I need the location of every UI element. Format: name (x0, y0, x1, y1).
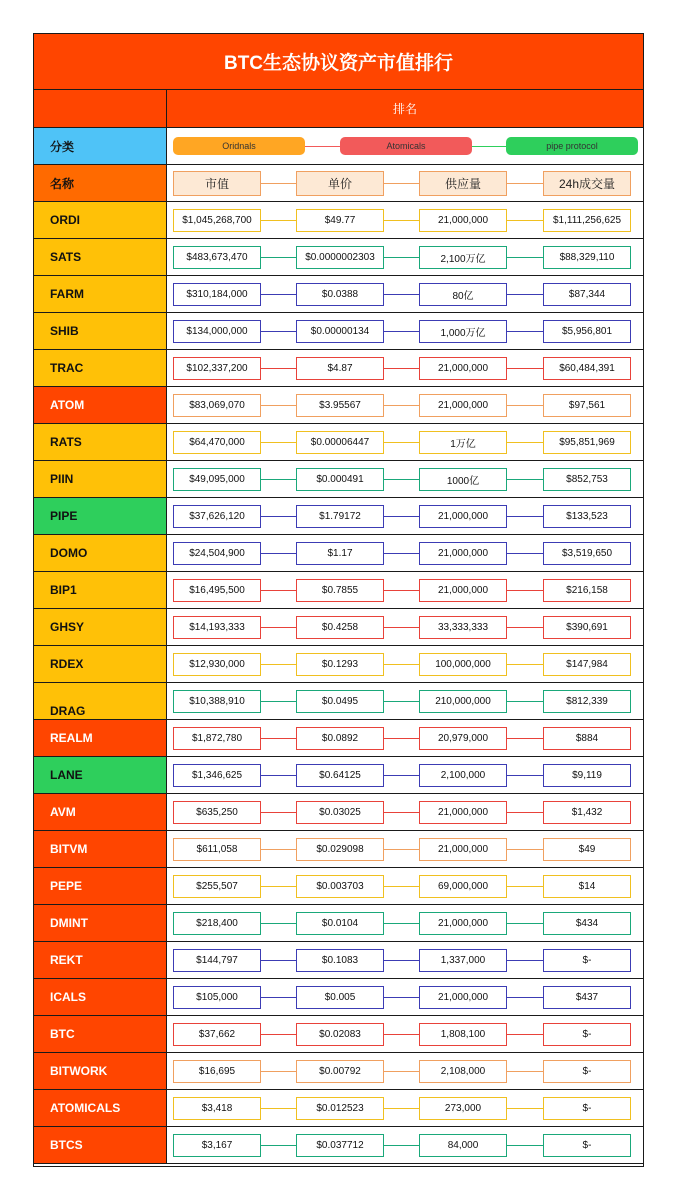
volume-24h-cell: $49 (543, 838, 631, 861)
market-cap-cell: $37,662 (173, 1023, 261, 1046)
row-connector (507, 738, 543, 739)
row-connector (261, 220, 296, 221)
supply-cell: 1,337,000 (419, 949, 507, 972)
row-connector (384, 1108, 419, 1109)
volume-24h-cell: $- (543, 1060, 631, 1083)
unit-price-cell: $0.029098 (296, 838, 384, 861)
row-label-sats: SATS (34, 239, 167, 276)
market-cap-cell: $37,626,120 (173, 505, 261, 528)
column-header: 单价 (296, 171, 384, 196)
row-label-btcs: BTCS (34, 1127, 167, 1164)
row-connector (384, 701, 419, 702)
unit-price-cell: $3.95567 (296, 394, 384, 417)
volume-24h-cell: $884 (543, 727, 631, 750)
supply-cell: 100,000,000 (419, 653, 507, 676)
row-label-avm: AVM (34, 794, 167, 831)
row-connector (507, 220, 543, 221)
row-connector (261, 442, 296, 443)
column-header: 供应量 (419, 171, 507, 196)
supply-cell: 210,000,000 (419, 690, 507, 713)
supply-cell: 80亿 (419, 283, 507, 306)
market-cap-cell: $218,400 (173, 912, 261, 935)
column-header-connector (507, 183, 543, 184)
unit-price-cell: $0.00792 (296, 1060, 384, 1083)
row-connector (507, 775, 543, 776)
market-cap-cell: $1,045,268,700 (173, 209, 261, 232)
unit-price-cell: $0.00006447 (296, 431, 384, 454)
page-title: BTC生态协议资产市值排行 (34, 34, 643, 90)
unit-price-cell: $0.03025 (296, 801, 384, 824)
volume-24h-cell: $- (543, 949, 631, 972)
row-label-icals: ICALS (34, 979, 167, 1016)
row-connector (261, 405, 296, 406)
unit-price-cell: $0.0388 (296, 283, 384, 306)
supply-cell: 33,333,333 (419, 616, 507, 639)
name-label: 名称 (34, 165, 167, 202)
row-connector (507, 590, 543, 591)
row-connector (507, 516, 543, 517)
row-connector (261, 775, 296, 776)
unit-price-cell: $49.77 (296, 209, 384, 232)
supply-cell: 21,000,000 (419, 801, 507, 824)
row-connector (507, 701, 543, 702)
row-connector (384, 738, 419, 739)
unit-price-cell: $0.012523 (296, 1097, 384, 1120)
market-cap-cell: $134,000,000 (173, 320, 261, 343)
row-connector (261, 294, 296, 295)
row-connector (261, 590, 296, 591)
volume-24h-cell: $216,158 (543, 579, 631, 602)
category-connector (472, 146, 506, 147)
market-cap-cell: $144,797 (173, 949, 261, 972)
supply-cell: 1000亿 (419, 468, 507, 491)
row-label-trac: TRAC (34, 350, 167, 387)
volume-24h-cell: $434 (543, 912, 631, 935)
row-label-shib: SHIB (34, 313, 167, 350)
row-label-realm: REALM (34, 720, 167, 757)
row-connector (384, 997, 419, 998)
row-connector (507, 257, 543, 258)
row-connector (261, 1034, 296, 1035)
market-cap-cell: $83,069,070 (173, 394, 261, 417)
row-connector (261, 738, 296, 739)
row-connector (261, 997, 296, 998)
row-connector (507, 849, 543, 850)
column-header: 市值 (173, 171, 261, 196)
row-connector (507, 294, 543, 295)
supply-cell: 21,000,000 (419, 579, 507, 602)
volume-24h-cell: $852,753 (543, 468, 631, 491)
unit-price-cell: $0.02083 (296, 1023, 384, 1046)
row-connector (507, 923, 543, 924)
row-label-drag: DRAG (34, 683, 167, 720)
row-label-pepe: PEPE (34, 868, 167, 905)
row-connector (261, 812, 296, 813)
market-cap-cell: $105,000 (173, 986, 261, 1009)
row-label-bip1: BIP1 (34, 572, 167, 609)
category-pill-atomicals: Atomicals (340, 137, 472, 155)
row-connector (384, 1071, 419, 1072)
row-connector (507, 331, 543, 332)
header-corner (34, 90, 167, 128)
row-label-rekt: REKT (34, 942, 167, 979)
row-connector (261, 849, 296, 850)
row-connector (507, 405, 543, 406)
supply-cell: 1万亿 (419, 431, 507, 454)
unit-price-cell: $0.037712 (296, 1134, 384, 1157)
unit-price-cell: $0.0104 (296, 912, 384, 935)
row-connector (507, 627, 543, 628)
row-label-piin: PIIN (34, 461, 167, 498)
market-cap-cell: $611,058 (173, 838, 261, 861)
row-connector (384, 960, 419, 961)
market-cap-cell: $3,418 (173, 1097, 261, 1120)
row-connector (384, 220, 419, 221)
row-connector (261, 923, 296, 924)
supply-cell: 21,000,000 (419, 505, 507, 528)
unit-price-cell: $0.0495 (296, 690, 384, 713)
supply-cell: 21,000,000 (419, 357, 507, 380)
supply-cell: 21,000,000 (419, 838, 507, 861)
unit-price-cell: $0.005 (296, 986, 384, 1009)
market-cap-cell: $483,673,470 (173, 246, 261, 269)
unit-price-cell: $0.0892 (296, 727, 384, 750)
volume-24h-cell: $95,851,969 (543, 431, 631, 454)
row-connector (384, 590, 419, 591)
row-label-pipe: PIPE (34, 498, 167, 535)
unit-price-cell: $0.000491 (296, 468, 384, 491)
market-cap-cell: $310,184,000 (173, 283, 261, 306)
volume-24h-cell: $1,111,256,625 (543, 209, 631, 232)
row-connector (507, 812, 543, 813)
supply-cell: 21,000,000 (419, 394, 507, 417)
market-cap-cell: $64,470,000 (173, 431, 261, 454)
row-label-bitvm: BITVM (34, 831, 167, 868)
unit-price-cell: $0.00000134 (296, 320, 384, 343)
unit-price-cell: $0.4258 (296, 616, 384, 639)
supply-cell: 84,000 (419, 1134, 507, 1157)
volume-24h-cell: $5,956,801 (543, 320, 631, 343)
category-pill-pipe-protocol: pipe protocol (506, 137, 638, 155)
row-connector (384, 294, 419, 295)
column-header: 24h成交量 (543, 171, 631, 196)
supply-cell: 2,100,000 (419, 764, 507, 787)
supply-cell: 69,000,000 (419, 875, 507, 898)
volume-24h-cell: $- (543, 1097, 631, 1120)
row-connector (261, 701, 296, 702)
row-connector (507, 368, 543, 369)
unit-price-cell: $1.17 (296, 542, 384, 565)
volume-24h-cell: $1,432 (543, 801, 631, 824)
row-connector (507, 1071, 543, 1072)
market-cap-cell: $255,507 (173, 875, 261, 898)
row-connector (384, 516, 419, 517)
row-label-atomicals: ATOMICALS (34, 1090, 167, 1127)
row-label-btc: BTC (34, 1016, 167, 1053)
market-cap-cell: $102,337,200 (173, 357, 261, 380)
column-header-connector (384, 183, 419, 184)
supply-cell: 21,000,000 (419, 209, 507, 232)
category-pill-oridnals: Oridnals (173, 137, 305, 155)
market-cap-cell: $16,695 (173, 1060, 261, 1083)
category-label: 分类 (34, 128, 167, 165)
unit-price-cell: $0.003703 (296, 875, 384, 898)
market-cap-cell: $24,504,900 (173, 542, 261, 565)
supply-cell: 2,108,000 (419, 1060, 507, 1083)
row-label-domo: DOMO (34, 535, 167, 572)
row-connector (507, 997, 543, 998)
row-connector (261, 627, 296, 628)
row-connector (384, 257, 419, 258)
row-connector (384, 442, 419, 443)
row-connector (384, 664, 419, 665)
row-connector (261, 664, 296, 665)
unit-price-cell: $0.0000002303 (296, 246, 384, 269)
row-connector (384, 775, 419, 776)
supply-cell: 273,000 (419, 1097, 507, 1120)
row-connector (384, 849, 419, 850)
supply-cell: 1,808,100 (419, 1023, 507, 1046)
row-label-dmint: DMINT (34, 905, 167, 942)
row-connector (261, 1071, 296, 1072)
row-connector (261, 516, 296, 517)
volume-24h-cell: $9,119 (543, 764, 631, 787)
row-connector (384, 886, 419, 887)
volume-24h-cell: $97,561 (543, 394, 631, 417)
row-connector (507, 553, 543, 554)
row-label-ordi: ORDI (34, 202, 167, 239)
supply-cell: 20,979,000 (419, 727, 507, 750)
row-connector (384, 1034, 419, 1035)
row-connector (384, 405, 419, 406)
unit-price-cell: $0.7855 (296, 579, 384, 602)
row-connector (507, 479, 543, 480)
market-cap-cell: $3,167 (173, 1134, 261, 1157)
row-label-ghsy: GHSY (34, 609, 167, 646)
row-connector (261, 479, 296, 480)
volume-24h-cell: $3,519,650 (543, 542, 631, 565)
volume-24h-cell: $60,484,391 (543, 357, 631, 380)
row-connector (384, 331, 419, 332)
row-connector (384, 1145, 419, 1146)
row-connector (507, 442, 543, 443)
row-connector (384, 553, 419, 554)
volume-24h-cell: $147,984 (543, 653, 631, 676)
row-connector (507, 1034, 543, 1035)
row-connector (507, 960, 543, 961)
column-header-connector (261, 183, 296, 184)
volume-24h-cell: $88,329,110 (543, 246, 631, 269)
market-cap-cell: $12,930,000 (173, 653, 261, 676)
row-connector (261, 331, 296, 332)
market-cap-cell: $14,193,333 (173, 616, 261, 639)
row-connector (384, 627, 419, 628)
row-connector (261, 886, 296, 887)
market-cap-cell: $10,388,910 (173, 690, 261, 713)
row-connector (261, 368, 296, 369)
ranking-board (33, 33, 644, 1167)
market-cap-cell: $635,250 (173, 801, 261, 824)
volume-24h-cell: $14 (543, 875, 631, 898)
row-connector (384, 479, 419, 480)
row-label-rats: RATS (34, 424, 167, 461)
supply-cell: 1,000万亿 (419, 320, 507, 343)
row-connector (261, 553, 296, 554)
market-cap-cell: $16,495,500 (173, 579, 261, 602)
row-label-farm: FARM (34, 276, 167, 313)
market-cap-cell: $1,346,625 (173, 764, 261, 787)
volume-24h-cell: $390,691 (543, 616, 631, 639)
unit-price-cell: $0.1083 (296, 949, 384, 972)
ranking-header: 排名 (167, 90, 643, 128)
volume-24h-cell: $437 (543, 986, 631, 1009)
supply-cell: 21,000,000 (419, 986, 507, 1009)
row-connector (384, 812, 419, 813)
volume-24h-cell: $87,344 (543, 283, 631, 306)
row-label-lane: LANE (34, 757, 167, 794)
unit-price-cell: $0.64125 (296, 764, 384, 787)
unit-price-cell: $4.87 (296, 357, 384, 380)
row-connector (261, 960, 296, 961)
volume-24h-cell: $133,523 (543, 505, 631, 528)
row-connector (261, 1145, 296, 1146)
row-label-bitwork: BITWORK (34, 1053, 167, 1090)
row-label-rdex: RDEX (34, 646, 167, 683)
row-connector (507, 1108, 543, 1109)
row-connector (384, 923, 419, 924)
unit-price-cell: $0.1293 (296, 653, 384, 676)
volume-24h-cell: $- (543, 1134, 631, 1157)
row-connector (261, 1108, 296, 1109)
row-connector (507, 664, 543, 665)
market-cap-cell: $1,872,780 (173, 727, 261, 750)
market-cap-cell: $49,095,000 (173, 468, 261, 491)
row-connector (507, 1145, 543, 1146)
supply-cell: 21,000,000 (419, 912, 507, 935)
unit-price-cell: $1.79172 (296, 505, 384, 528)
supply-cell: 2,100万亿 (419, 246, 507, 269)
volume-24h-cell: $812,339 (543, 690, 631, 713)
row-connector (261, 257, 296, 258)
row-connector (384, 368, 419, 369)
supply-cell: 21,000,000 (419, 542, 507, 565)
row-connector (507, 886, 543, 887)
category-connector (305, 146, 340, 147)
volume-24h-cell: $- (543, 1023, 631, 1046)
row-label-atom: ATOM (34, 387, 167, 424)
